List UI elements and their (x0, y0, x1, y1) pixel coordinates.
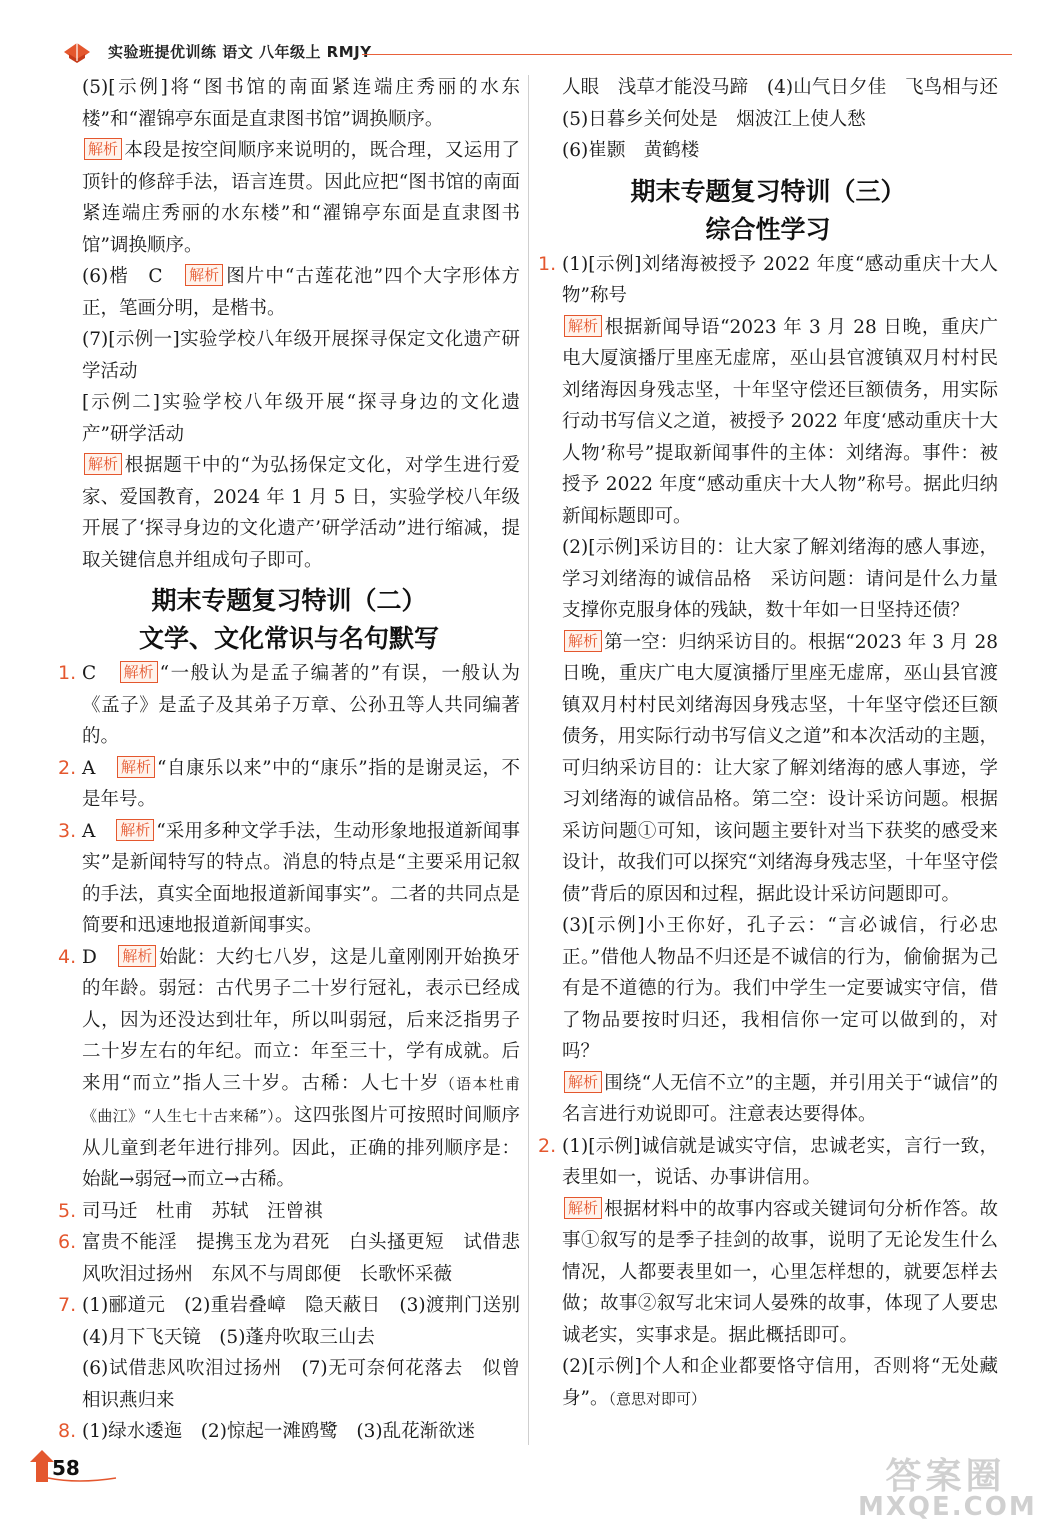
watermark-logo (858, 1448, 1037, 1530)
answer-text: (6)楷 C (82, 266, 163, 287)
analysis-tag: 解析 (116, 819, 154, 841)
analysis-tag: 解析 (120, 661, 158, 683)
analysis-tag: 解析 (564, 630, 602, 652)
analysis-text: “自康乐以来”中的“康乐”指的是谢灵运，不是年号。 (82, 757, 520, 810)
question-item (58, 1416, 520, 1448)
section-title: 期末专题复习特训（二） (151, 586, 427, 615)
answer-choice: A (82, 820, 96, 842)
question-number: 4. (58, 945, 77, 968)
question-item (58, 753, 520, 816)
page-number: 58 (52, 1456, 80, 1480)
answer-text: (1)绿水逶迤 (2)惊起一滩鸥鹭 (3)乱花渐欲迷 (82, 1421, 476, 1442)
analysis-text: “采用多种文学手法，生动形象地报道新闻事实”是新闻特写的特点。消息的特点是“主要采用记叙的手法，真实全面地报道新闻事实”。二者的共同点是简要和迅速地报道新闻事实。 (82, 820, 520, 936)
question-number: 2. (538, 1134, 557, 1157)
analysis-block (58, 450, 520, 576)
answer-text: (2)[示例]采访目的：让大家了解刘绪海的感人事迹，学习刘绪海的诚信品格 采访问题：请问是什么力量支撑你克服身体的残缺，数十年如一日坚持还债？ (562, 537, 998, 621)
question-number: 1. (58, 662, 77, 684)
answer-block (538, 1351, 998, 1415)
analysis-block (58, 135, 520, 261)
question-item (538, 249, 998, 312)
question-item (58, 942, 520, 1196)
question-number: 2. (58, 756, 77, 779)
watermark-domain: MXQE.COM (858, 1492, 1037, 1522)
answer-text: (3)[示例]小王你好，孔子云：“言必诚信，行必忠正。”借他人物品不归还是不诚信的行为，偷偷据为己有是不道德的行为。我们中学生一定要诚实守信，借了物品要按时归还，我相信你一定可以做到的，对吗？ (562, 915, 998, 1062)
question-number: 8. (58, 1420, 77, 1442)
answer-block (58, 261, 520, 324)
section-subtitle: 文学、文化常识与名句默写 (138, 624, 439, 653)
answer-text: (1)[示例]诚信就是诚实守信，忠诚老实，言行一致，表里如一，说话、办事讲信用。 (562, 1135, 998, 1188)
question-number: 5. (58, 1199, 77, 1222)
column-divider (528, 75, 529, 1445)
analysis-text: 。这四张图片可按照时间顺序从儿童到老年进行排列。因此，正确的排列顺序是：始龀→弱冠→而立→古稀。 (82, 1105, 520, 1190)
question-number: 7. (58, 1294, 77, 1316)
question-item (58, 816, 520, 942)
answer-note: （意思对即可） (608, 1389, 706, 1408)
analysis-tag: 解析 (118, 945, 156, 967)
analysis-tag: 解析 (84, 138, 122, 160)
answer-choice: D (82, 946, 97, 968)
page-header (22, 36, 1012, 70)
header-rule (362, 54, 1012, 55)
question-number: 6. (58, 1231, 77, 1253)
analysis-block (538, 312, 998, 533)
answer-text: 人眼 浅草才能没马蹄 (4)山气日夕佳 飞鸟相与还 (5)日暮乡关何处是 烟波江上使人愁 (562, 77, 1017, 130)
analysis-tag: 解析 (84, 453, 122, 475)
analysis-text: 本段是按空间顺序来说明的，既合理，又运用了顶针的修辞手法，语言连贯。因此应把“图书馆的南面紧连端庄秀丽的水东楼”和“濯锦亭东面是直隶图书馆”调换顺序。 (82, 140, 520, 256)
analysis-text: 图片中“古莲花池”四个大字形体方正，笔画分明，是楷书。 (82, 266, 520, 319)
analysis-text: 第一空：归纳采访目的。根据“2023 年 3 月 28 日晚，重庆广电大厦演播厅里座无虚席，巫山县官渡镇双月村村民刘绪海因身残志坚，十年坚守偿还巨额债务，用实际行动书写信义之道”和本次活动的主题，可归纳采访目的：让大家了解刘绪海的感人事迹，学习刘绪海的诚信品格。第二空：设计采访问题。根据采访问题①可知，该问题主要针对当下获奖的感受来设计，故我们可以探究“刘绪海身残志坚，十年坚守偿债”背后的原因和过程，据此设计采访问题即可。 (562, 631, 998, 905)
answer-text: (2)[示例]个人和企业都要恪守信用，否则将“无处藏身”。 (562, 1356, 998, 1409)
answer-text: (1)[示例]刘绪海被授予 2022 年度“感动重庆十大人物”称号 (562, 253, 998, 306)
section-subtitle: 综合性学习 (705, 214, 831, 244)
answer-text: (5)[示例]将“图书馆的南面紧连端庄秀丽的水东楼”和“濯锦亭东面是直隶图书馆”调换顺序。 (82, 77, 520, 130)
analysis-tag: 解析 (185, 264, 223, 286)
right-column (538, 72, 1017, 1415)
question-number: 3. (58, 819, 77, 842)
citation-note: （语本杜甫《曲江》“人生七十古来稀”） (82, 1074, 520, 1125)
analysis-text: 围绕“人无信不立”的主题，并引用关于“诚信”的名言进行劝说即可。注意表达要得体。 (562, 1072, 998, 1125)
book-title: 实验班提优训练 语文 八年级上 RMJY (108, 43, 372, 61)
analysis-text: 始龀：大约七八岁，这是儿童刚刚开始换牙的年龄。弱冠：古代男子二十岁行冠礼，表示已经成人，因为还没达到壮年，所以叫弱冠，后来泛指男子二十岁左右的年纪。而立：年至三十，学有成就。后来用“而立”指人三十岁。古稀：人七十岁 (82, 946, 520, 1094)
section-title: 期末专题复习特训（三） (630, 176, 906, 206)
analysis-block (538, 627, 998, 911)
analysis-text: 根据新闻导语“2023 年 3 月 28 日晚，重庆广电大厦演播厅里座无虚席，巫山县官渡镇双月村村民刘绪海因身残志坚，十年坚守偿还巨额债务，用实际行动书写信义之道，被授予 2022 年度‘感动重庆十大人物’称号”提取新闻事件的主体：刘绪海。事件：被授予 2022 年度“感动重庆十大人物”称号。据此归纳新闻标题即可。 (562, 316, 998, 527)
answer-choice: C (82, 663, 97, 684)
question-item (58, 1227, 520, 1290)
question-item (538, 1131, 998, 1194)
answer-text: (1)郦道元 (2)重岩叠嶂 隐天蔽日 (3)渡荆门送别 (4)月下飞天镜 (5)蓬舟吹取三山去 (82, 1295, 539, 1348)
analysis-text: 根据题干中的“为弘扬保定文化，对学生进行爱家、爱国教育，2024 年 1 月 5 日，实验学校八年级开展了‘探寻身边的文化遗产’研学活动”进行缩减，提取关键信息并组成句子即可。 (82, 455, 520, 571)
book-logo-icon (62, 38, 92, 64)
answer-text: 司马迁 杜甫 苏轼 汪曾祺 (82, 1200, 323, 1222)
analysis-block (538, 1068, 998, 1131)
answer-choice: A (82, 757, 96, 779)
question-item (58, 1290, 539, 1353)
analysis-block (538, 1194, 998, 1352)
analysis-text: 根据材料中的故事内容或关键词句分析作答。故事①叙写的是季子挂剑的故事，说明了无论发生什么情况，人都要表里如一，心里怎样想的，就要怎样去做；故事②叙写北宋词人晏殊的故事，体现了人要忠诚老实，实事求是。据此概括即可。 (562, 1198, 998, 1346)
answer-text: (7)[示例一]实验学校八年级开展探寻保定文化遗产研学活动 (82, 329, 520, 382)
question-number: 1. (538, 252, 557, 275)
answer-text: [示例二]实验学校八年级开展“探寻身边的文化遗产”研学活动 (82, 392, 520, 445)
analysis-tag: 解析 (117, 756, 155, 778)
answer-text: 富贵不能淫 提携玉龙为君死 白头搔更短 试借悲风吹泪过扬州 东风不与周郎便 长歌怀采薇 (82, 1232, 520, 1285)
answer-text: (6)崔颢 黄鹤楼 (562, 140, 700, 161)
left-column (58, 72, 539, 1448)
analysis-text: “一般认为是孟子编著的”有误，一般认为《孟子》是孟子及其弟子万章、公孙丑等人共同编著的。 (82, 663, 520, 747)
question-item (58, 658, 520, 753)
answer-text: (6)试借悲风吹泪过扬州 (7)无可奈何花落去 似曾相识燕归来 (82, 1358, 520, 1411)
question-item (58, 1196, 520, 1228)
watermark-text: 答案圈 (885, 1456, 1006, 1497)
analysis-tag: 解析 (564, 1197, 602, 1219)
analysis-tag: 解析 (564, 1071, 602, 1093)
analysis-tag: 解析 (564, 315, 602, 337)
